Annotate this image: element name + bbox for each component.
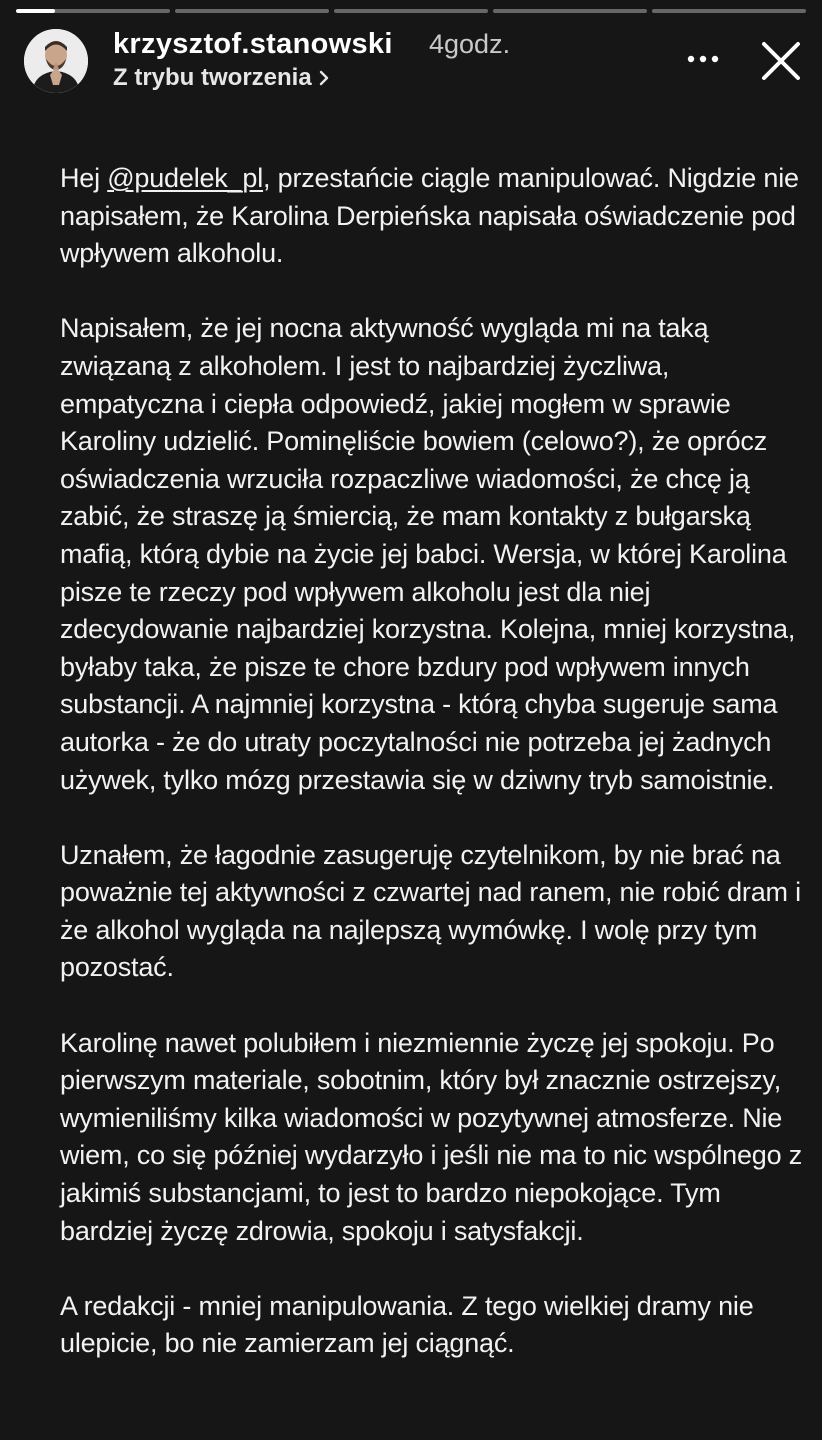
text-line: Karoliny udzielić. Pominęliście bowiem (celowo?), że oprócz	[60, 426, 767, 457]
progress-segment	[652, 9, 806, 13]
progress-segment	[16, 9, 170, 13]
create-mode-link[interactable]	[113, 64, 330, 92]
avatar-portrait-icon	[24, 29, 88, 93]
paragraph	[60, 1025, 803, 1251]
close-icon[interactable]	[760, 40, 802, 82]
text-line: że alkohol wygląda na najlepszą wymówkę. I wolę przy tym	[60, 914, 758, 945]
text-line: pozostać.	[60, 952, 174, 983]
text-line: napisałem, że Karolina Derpieńska napisała oświadczenie pod	[60, 200, 796, 231]
text-line: używek, tylko mózg przestawia się w dziwny tryb samoistnie.	[60, 764, 775, 795]
text-line: ulepicie, bo nie zamierzam jej ciągnąć.	[60, 1328, 515, 1359]
text-fragment: , przestańcie ciągle manipulować. Nigdzie nie	[263, 163, 799, 193]
story-text	[60, 160, 803, 1401]
create-mode-label: Z trybu tworzenia	[113, 64, 312, 91]
text-line	[60, 160, 799, 198]
text-line: bardziej życzę zdrowia, spokoju i satysfakcji.	[60, 1215, 584, 1246]
more-horizontal-icon[interactable]	[686, 52, 720, 66]
paragraph	[60, 160, 799, 273]
text-line: byłaby taka, że pisze te chore bzdury pod wpływem innych	[60, 651, 750, 682]
greeting-text: Hej	[60, 163, 108, 193]
text-line: związaną z alkoholem. I jest to najbardziej życzliwa,	[60, 350, 670, 381]
progress-segment	[493, 9, 647, 13]
text-line: mafią, którą dybie na życie jej babci. Wersja, w której Karolina	[60, 538, 787, 569]
text-line: oświadczenia wrzuciła rozpaczliwe wiadomości, że chcę ją	[60, 463, 750, 494]
story-progress-bar	[16, 9, 806, 13]
paragraph	[60, 1288, 760, 1363]
paragraph	[60, 310, 796, 799]
text-line: zdecydowanie najbardziej korzystna. Kolejna, mniej korzystna,	[60, 614, 796, 645]
text-line: poważnie tej aktywności z czwartej nad ranem, nie robić dram i	[60, 877, 801, 908]
text-line: Napisałem, że jej nocna aktywność wygląda mi na taką	[60, 313, 709, 344]
progress-segment	[175, 9, 329, 13]
text-line: Karolinę nawet polubiłem i niezmiennie życzę jej spokoju. Po	[60, 1027, 775, 1058]
mention-link[interactable]: @pudelek_pl	[107, 163, 264, 193]
paragraph	[60, 837, 801, 987]
text-line: A redakcji - mniej manipulowania. Z tego wielkiej dramy nie	[60, 1290, 754, 1321]
progress-segment	[334, 9, 488, 13]
chevron-right-icon	[318, 70, 330, 86]
text-line: autorka - że do utraty poczytalności nie potrzeba jej żadnych	[60, 726, 772, 757]
post-time: 4godz.	[429, 29, 511, 59]
story-header	[24, 28, 798, 94]
text-line: empatyczna i ciepła odpowiedź, jakiej mogłem w sprawie	[60, 388, 731, 419]
text-line: pierwszym materiale, sobotnim, który był znacznie ostrzejszy,	[60, 1065, 782, 1096]
text-line: Uznałem, że łagodnie zasugeruję czytelnikom, by nie brać na	[60, 839, 781, 870]
username[interactable]: krzysztof.stanowski	[113, 28, 393, 60]
text-line: wymieniliśmy kilka wiadomości w pozytywnej atmosferze. Nie	[60, 1102, 783, 1133]
text-line: substancji. A najmniej korzystna - którą chyba sugeruje sama	[60, 689, 778, 720]
text-line: jakimiś substancjami, to jest to bardzo niepokojące. Tym	[60, 1178, 721, 1209]
text-line: wiem, co się później wydarzyło i jeśli nie ma to nic wspólnego z	[60, 1140, 803, 1171]
text-line: zabić, że straszę ją śmiercią, że mam kontakty z bułgarską	[60, 501, 751, 532]
avatar[interactable]	[24, 29, 88, 93]
text-line: pisze te rzeczy pod wpływem alkoholu jest dla niej	[60, 576, 651, 607]
text-line: wpływem alkoholu.	[60, 238, 284, 269]
